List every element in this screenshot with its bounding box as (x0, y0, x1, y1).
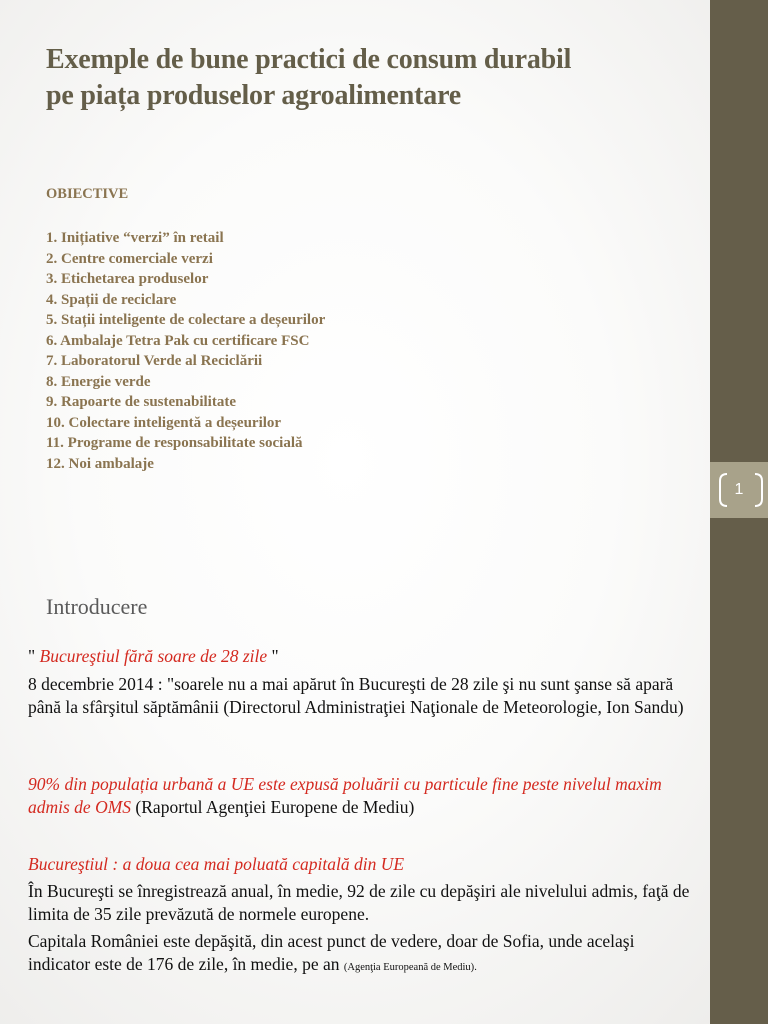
intro-paragraph-2 (28, 773, 698, 818)
intro-paragraph-5 (28, 930, 698, 979)
objective-item: 3. Etichetarea produselor (46, 271, 209, 287)
intro-heading: Introducere (46, 594, 148, 619)
capital-ranking: Bucureştiul : a doua cea mai poluată capitală din UE (28, 854, 405, 874)
sofia-comparison: Capitala României este depăşită, din acest punct de vedere, doar de Sofia, unde acelaşi indicator este de 176 de zile, în medie, pe an (28, 931, 635, 974)
objective-item: 8. Energie verde (46, 373, 151, 390)
objective-item: 10. Colectare inteligentă a deșeurilor (46, 414, 282, 431)
quote-open: " (28, 646, 40, 666)
source-note: (Agenţia Europeană de Mediu) (343, 961, 475, 973)
objectives-heading: OBIECTIVE (46, 186, 129, 202)
objective-item: 5. Stații inteligente de colectare a deșeurilor (46, 312, 326, 328)
intro-paragraph-1: 8 decembrie 2014 : "soarele nu a mai apărut în Bucureşti de 28 zile şi nu sunt şanse să apară până la sfârşitul săptămânii (Directorul Administraţiei Naţionale de Meteorologie, Ion Sandu) (28, 674, 684, 717)
objective-item: 9. Rapoarte de sustenabilitate (46, 394, 236, 410)
objective-item: 2. Centre comerciale verzi (46, 250, 213, 267)
slide-title (46, 42, 686, 114)
objective-item: 1. Inițiative “verzi” în retail (46, 230, 224, 246)
objective-item: 11. Programe de responsabilitate socială (46, 435, 303, 451)
objective-item: 7. Laboratorul Verde al Reciclării (46, 353, 263, 369)
objective-item: 6. Ambalaje Tetra Pak cu certificare FSC (46, 332, 310, 349)
intro-paragraph-4: În Bucureşti se înregistrează anual, în medie, 92 de zile cu depăşiri ale nivelului admis, faţă de limita de 35 zile prevăzută de normele europene. (28, 881, 690, 924)
page-number-badge (710, 462, 768, 518)
page-number: 1 (734, 481, 744, 498)
source-note-period: . (474, 961, 477, 973)
objective-item: 12. Noi ambalaje (46, 455, 154, 472)
objective-item: 4. Spații de reciclare (46, 291, 177, 308)
pollution-stat: 90% din populația urbană a UE este expusă poluării cu particule fine peste nivelul maxim admis de OMS (28, 774, 662, 817)
title-line-2: pe piața produselor agroalimentare (46, 80, 462, 111)
pollution-source: (Raportul Agenţiei Europene de Mediu) (131, 796, 415, 817)
title-line-1: Exemple de bune practici de consum durabil (46, 44, 572, 75)
intro-quote (28, 645, 698, 668)
quote-close: " (267, 646, 279, 666)
intro-paragraph-3 (28, 853, 698, 876)
quote-text: Bucureştiul fără soare de 28 zile (39, 646, 268, 666)
objectives-list (46, 228, 325, 474)
